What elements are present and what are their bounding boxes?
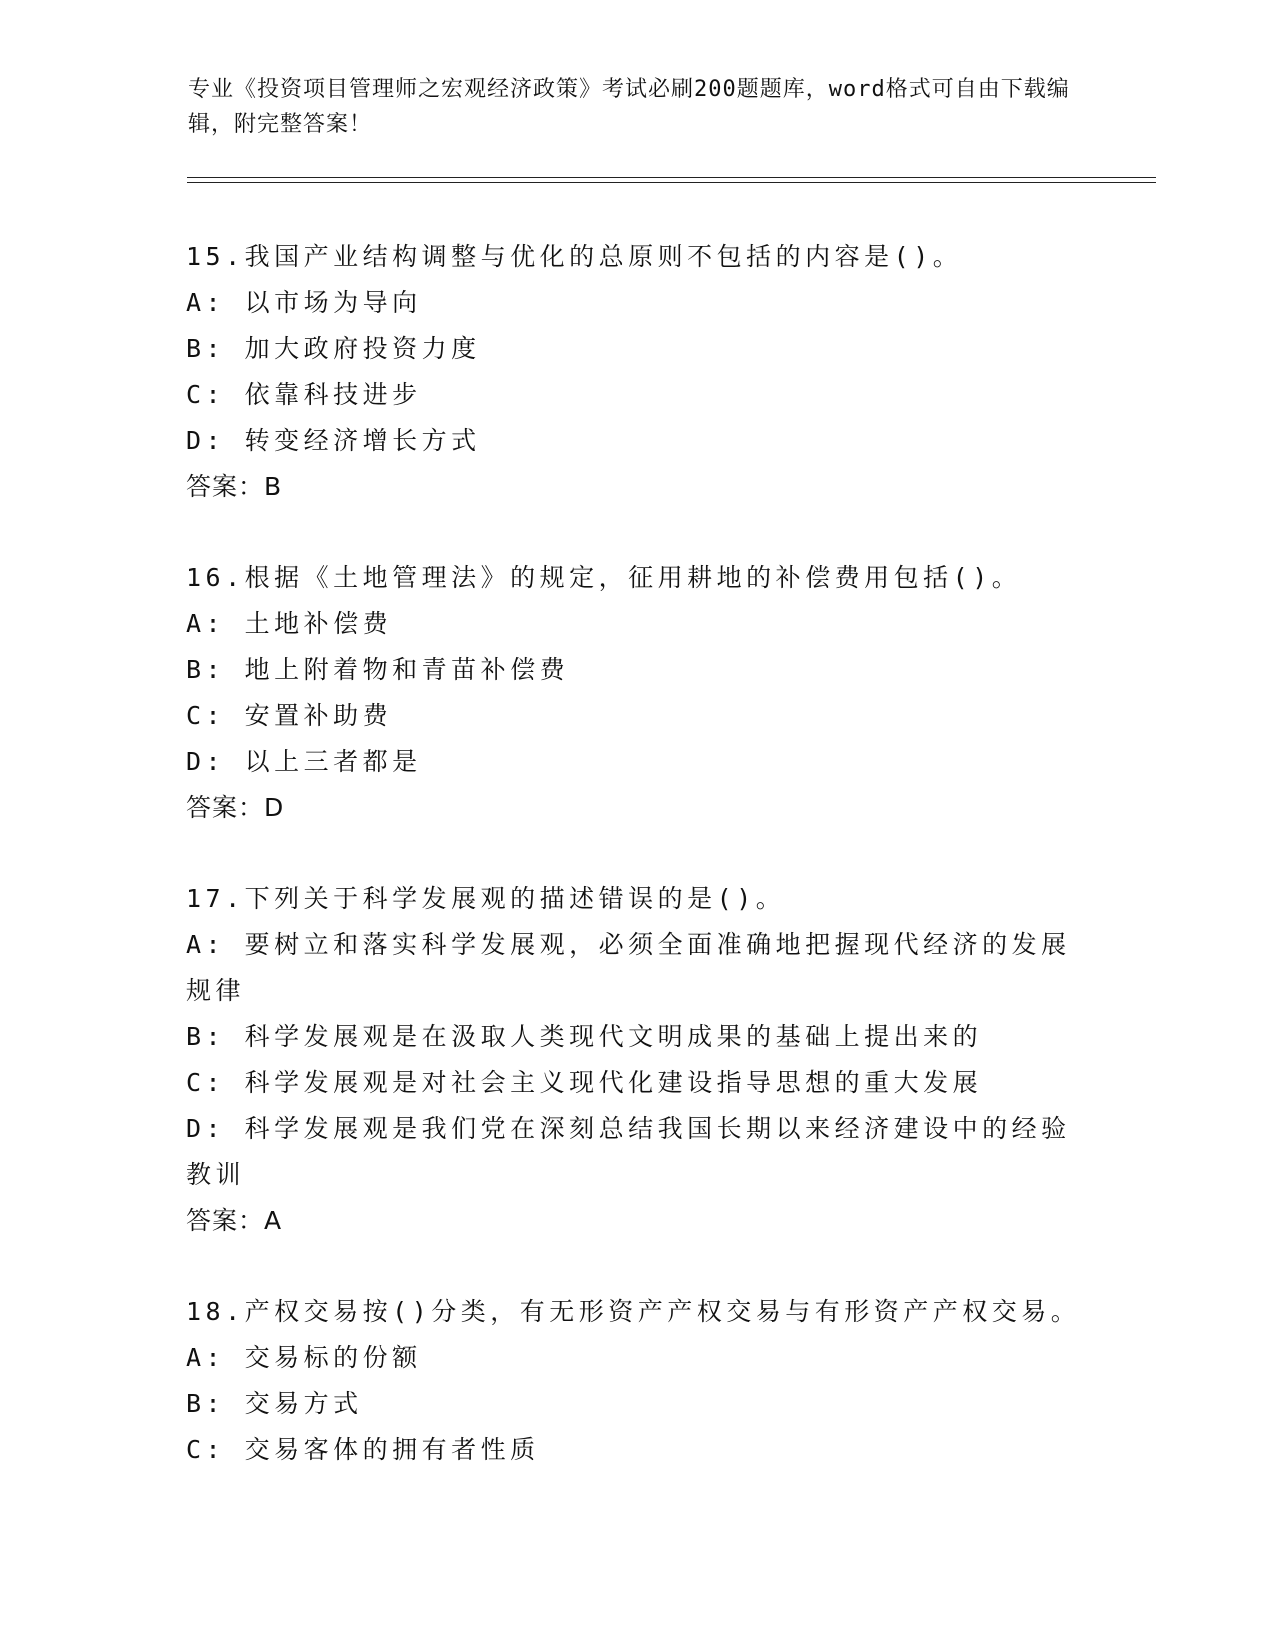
question-15 [186, 234, 1086, 510]
option-a: A: 要树立和落实科学发展观，必须全面准确地把握现代经济的发展规律 [186, 930, 1071, 1005]
header-divider-bottom [187, 182, 1156, 183]
answer-line: 答案：B [186, 472, 283, 501]
option-c: C: 依靠科技进步 [186, 380, 422, 409]
option-c: C: 科学发展观是对社会主义现代化建设指导思想的重大发展 [186, 1068, 983, 1097]
header-text: 专业《投资项目管理师之宏观经济政策》考试必刷200题题库，word格式可自由下载编辑，附完整答案！ [188, 77, 1070, 137]
header-divider-top [187, 177, 1156, 178]
option-c: C: 安置补助费 [186, 701, 393, 730]
option-a: A: 交易标的份额 [186, 1343, 422, 1372]
option-d: D: 科学发展观是我们党在深刻总结我国长期以来经济建设中的经验教训 [186, 1114, 1071, 1189]
option-d: D: 以上三者都是 [186, 747, 422, 776]
answer-line: 答案：A [186, 1206, 283, 1235]
option-c: C: 交易客体的拥有者性质 [186, 1435, 540, 1464]
option-a: A: 土地补偿费 [186, 609, 393, 638]
option-b: B: 交易方式 [186, 1389, 363, 1418]
question-stem: 16.根据《土地管理法》的规定，征用耕地的补偿费用包括()。 [186, 563, 1022, 592]
document-header [188, 72, 1088, 142]
question-stem: 17.下列关于科学发展观的描述错误的是()。 [186, 884, 786, 913]
question-17 [186, 876, 1086, 1244]
question-list [186, 234, 1086, 1518]
question-16 [186, 555, 1086, 831]
question-stem: 18.产权交易按()分类，有无形资产产权交易与有形资产产权交易。 [186, 1297, 1081, 1326]
option-a: A: 以市场为导向 [186, 288, 422, 317]
answer-line: 答案：D [186, 793, 285, 822]
option-b: B: 科学发展观是在汲取人类现代文明成果的基础上提出来的 [186, 1022, 983, 1051]
option-b: B: 地上附着物和青苗补偿费 [186, 655, 570, 684]
option-b: B: 加大政府投资力度 [186, 334, 481, 363]
question-stem: 15.我国产业结构调整与优化的总原则不包括的内容是()。 [186, 242, 963, 271]
option-d: D: 转变经济增长方式 [186, 426, 481, 455]
question-18 [186, 1289, 1086, 1473]
